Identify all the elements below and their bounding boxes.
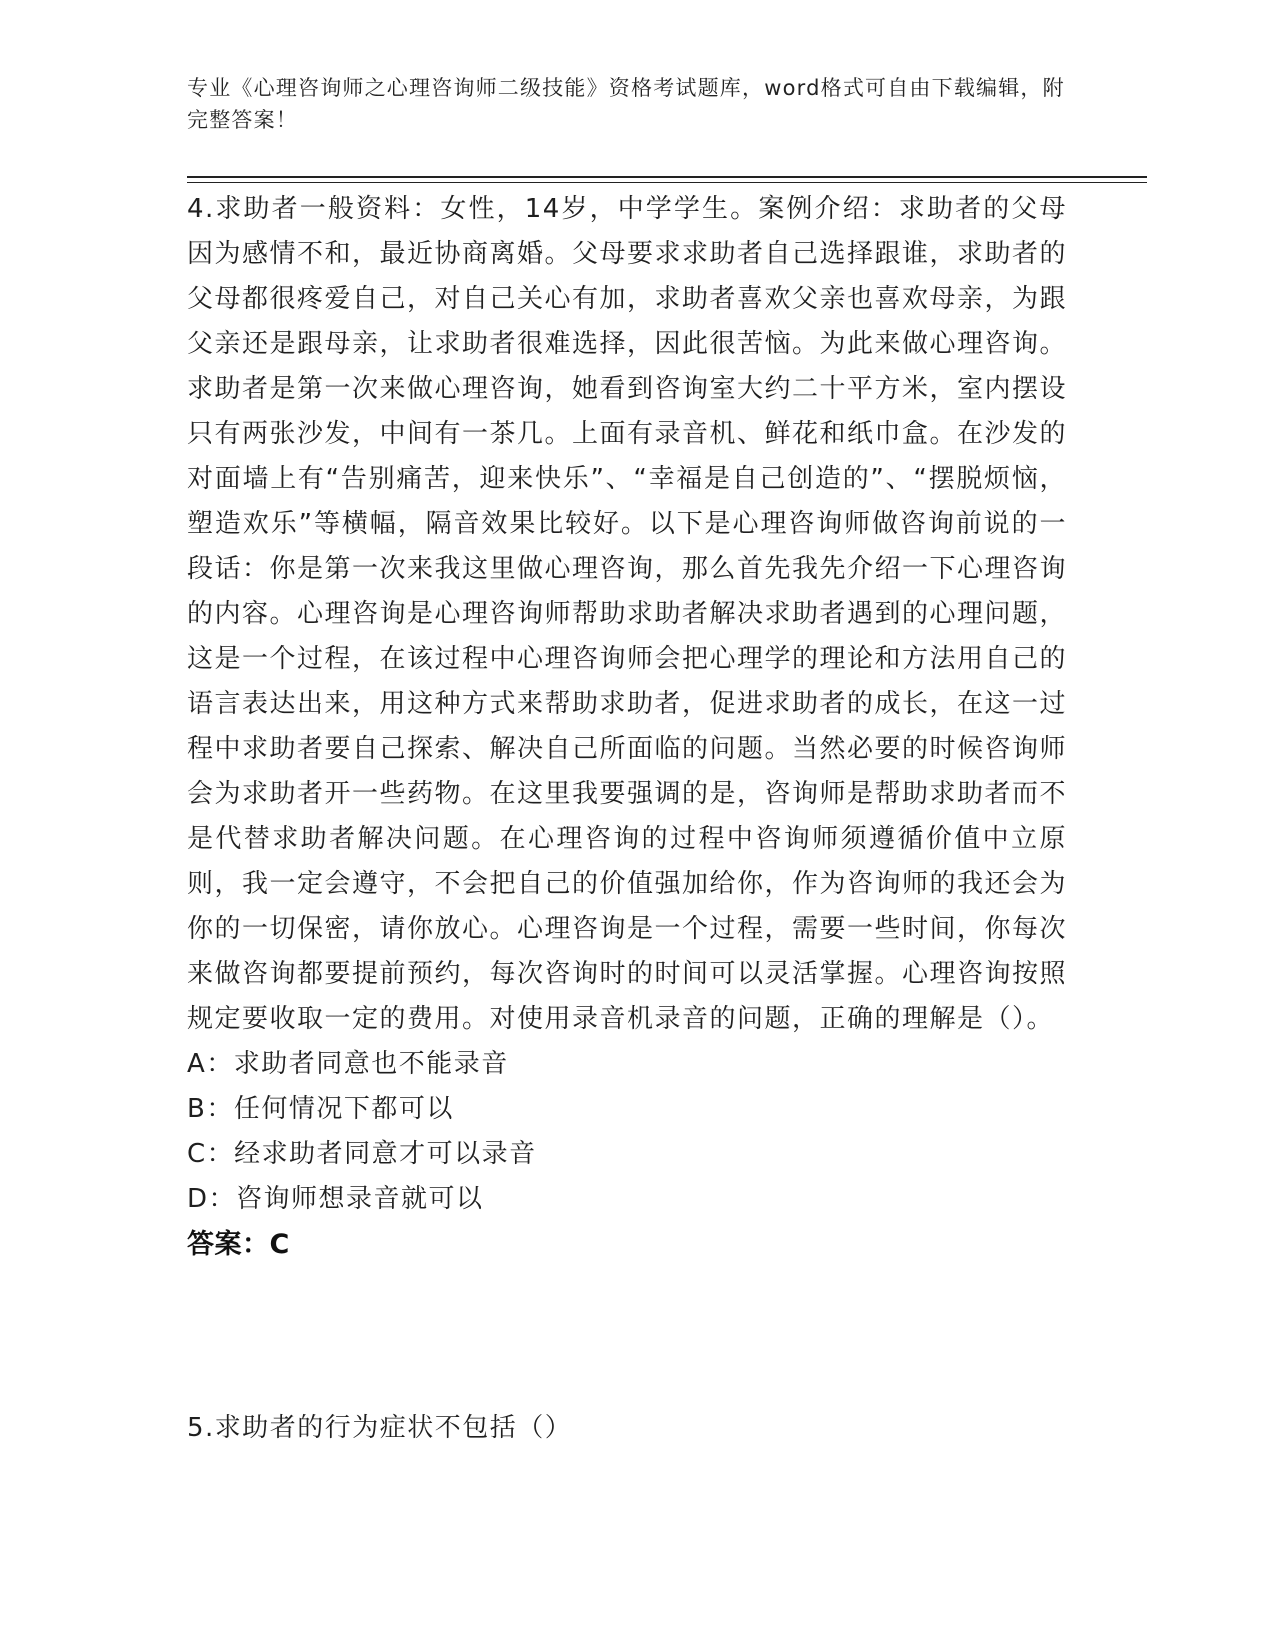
header-divider <box>187 176 1147 183</box>
answer-label: 答案：C <box>187 1229 290 1260</box>
option-d: D：咨询师想录音就可以 <box>187 1184 484 1214</box>
options-list <box>187 1042 1067 1222</box>
question-5 <box>187 1406 1067 1451</box>
option-c: C：经求助者同意才可以录音 <box>187 1139 537 1169</box>
page-header: 专业《心理咨询师之心理咨询师二级技能》资格考试题库，word格式可自由下载编辑，附完整答案！ <box>187 76 1065 132</box>
question-4 <box>187 187 1067 1267</box>
question-stem: 4.求助者一般资料：女性，14岁，中学学生。案例介绍：求助者的父母因为感情不和，最近协商离婚。父母要求求助者自己选择跟谁，求助者的父母都很疼爱自己，对自己关心有加，求助者喜欢父亲也喜欢母亲，为跟父亲还是跟母亲，让求助者很难选择，因此很苦恼。为此来做心理咨询。求助者是第一次来做心理咨询，她看到咨询室大约二十平方米，室内摆设只有两张沙发，中间有一茶几。上面有录音机、鲜花和纸巾盒。在沙发的对面墙上有“告别痛苦，迎来快乐”、“幸福是自己创造的”、“摆脱烦恼，塑造欢乐”等横幅，隔音效果比较好。以下是心理咨询师做咨询前说的一段话：你是第一次来我这里做心理咨询，那么首先我先介绍一下心理咨询的内容。心理咨询是心理咨询师帮助求助者解决求助者遇到的心理问题，这是一个过程，在该过程中心理咨询师会把心理学的理论和方法用自己的语言表达出来，用这种方式来帮助求助者，促进求助者的成长，在这一过程中求助者要自己探索、解决自己所面临的问题。当然必要的时候咨询师会为求助者开一些药物。在这里我要强调的是，咨询师是帮助求助者而不是代替求助者解决问题。在心理咨询的过程中咨询师须遵循价值中立原则，我一定会遵守，不会把自己的价值强加给你，作为咨询师的我还会为你的一切保密，请你放心。心理咨询是一个过程，需要一些时间，你每次来做咨询都要提前预约，每次咨询时的时间可以灵活掌握。心理咨询按照规定要收取一定的费用。对使用录音机录音的问题，正确的理解是（）。 <box>187 194 1068 1034</box>
option-a: A：求助者同意也不能录音 <box>187 1049 509 1079</box>
option-b: B：任何情况下都可以 <box>187 1094 454 1124</box>
question-stem: 5.求助者的行为症状不包括（） <box>187 1413 573 1443</box>
